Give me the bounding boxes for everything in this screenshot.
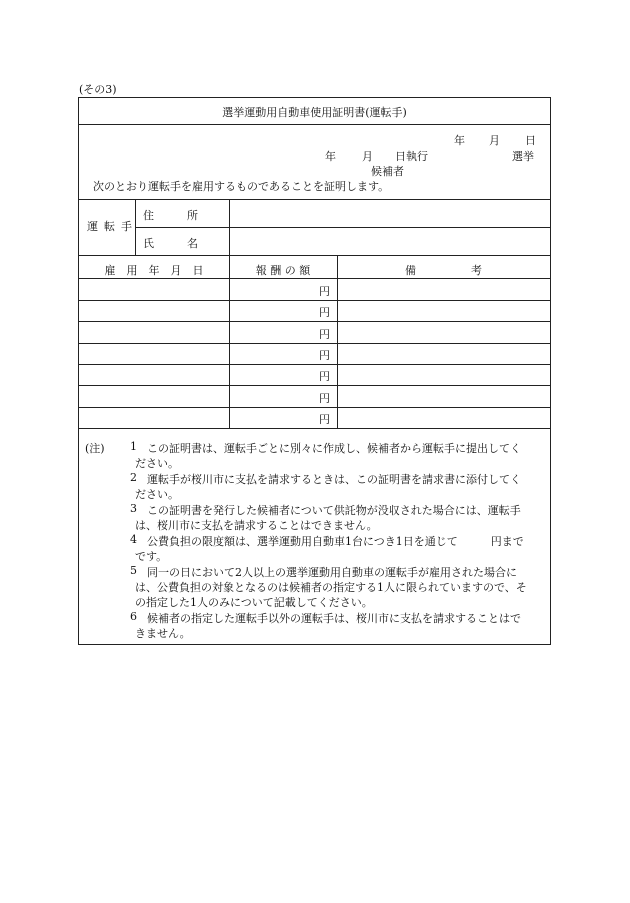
note-num-2: 2 bbox=[130, 471, 137, 484]
note-num-3: 3 bbox=[130, 502, 137, 515]
name-label: 氏 名 bbox=[143, 237, 198, 250]
note-3-line-2: は、桜川市に支払を請求することはできません。 bbox=[135, 519, 378, 532]
note-num-6: 6 bbox=[130, 610, 137, 623]
election-year: 年 bbox=[325, 150, 336, 163]
note-6-line-2: きません。 bbox=[135, 627, 191, 640]
certificate-form bbox=[78, 97, 551, 645]
driver-label: 運転手 bbox=[87, 220, 138, 233]
note-2-line-2: ださい。 bbox=[135, 488, 179, 501]
note-5-line-2: は、公費負担の対象となるのは候補者の指定する1人に限られていますので、そ bbox=[135, 581, 527, 594]
form-title: 選挙運動用自動車使用証明書(運転手) bbox=[222, 106, 407, 119]
yen-row-1: 円 bbox=[319, 285, 330, 298]
date-day: 日 bbox=[525, 134, 536, 147]
yen-row-4: 円 bbox=[319, 349, 330, 362]
election-day-exec: 日執行 bbox=[395, 150, 428, 163]
note-4-line-2: です。 bbox=[135, 550, 168, 563]
yen-row-2: 円 bbox=[319, 306, 330, 319]
yen-row-3: 円 bbox=[319, 328, 330, 341]
page-label: (その3) bbox=[79, 83, 117, 96]
yen-row-7: 円 bbox=[319, 413, 330, 426]
header-employment-date: 雇 用 年 月 日 bbox=[104, 264, 204, 277]
yen-row-6: 円 bbox=[319, 392, 330, 405]
note-3-line-1: この証明書を発行した候補者について供託物が没収された場合には、運転手 bbox=[147, 504, 521, 517]
date-year: 年 bbox=[454, 134, 465, 147]
note-5-line-3: の指定した1人のみについて記載してください。 bbox=[135, 596, 373, 609]
address-label: 住 所 bbox=[143, 209, 198, 222]
election-month: 月 bbox=[362, 150, 373, 163]
note-num-1: 1 bbox=[130, 440, 137, 453]
header-payment: 報 酬 の 額 bbox=[255, 264, 311, 277]
note-4-line-1: 公費負担の限度額は、選挙運動用自動車1台につき1日を通じて 円まで bbox=[147, 535, 524, 548]
election-label: 選挙 bbox=[512, 150, 534, 163]
note-1-line-2: ださい。 bbox=[135, 457, 179, 470]
note-num-5: 5 bbox=[130, 564, 137, 577]
date-month: 月 bbox=[489, 134, 500, 147]
note-2-line-1: 運転手が桜川市に支払を請求するときは、この証明書を請求書に添付してく bbox=[147, 473, 521, 486]
note-6-line-1: 候補者の指定した運転手以外の運転手は、桜川市に支払を請求することはで bbox=[147, 612, 521, 625]
certify-text: 次のとおり運転手を雇用するものであることを証明します。 bbox=[93, 180, 390, 193]
header-remarks: 備 考 bbox=[405, 264, 482, 277]
candidate-label: 候補者 bbox=[371, 165, 404, 178]
notes-label: (注) bbox=[85, 442, 105, 455]
note-5-line-1: 同一の日において2人以上の選挙運動用自動車の運転手が雇用された場合に bbox=[147, 566, 517, 579]
yen-row-5: 円 bbox=[319, 370, 330, 383]
note-num-4: 4 bbox=[130, 533, 137, 546]
note-1-line-1: この証明書は、運転手ごとに別々に作成し、候補者から運転手に提出してく bbox=[147, 442, 521, 455]
